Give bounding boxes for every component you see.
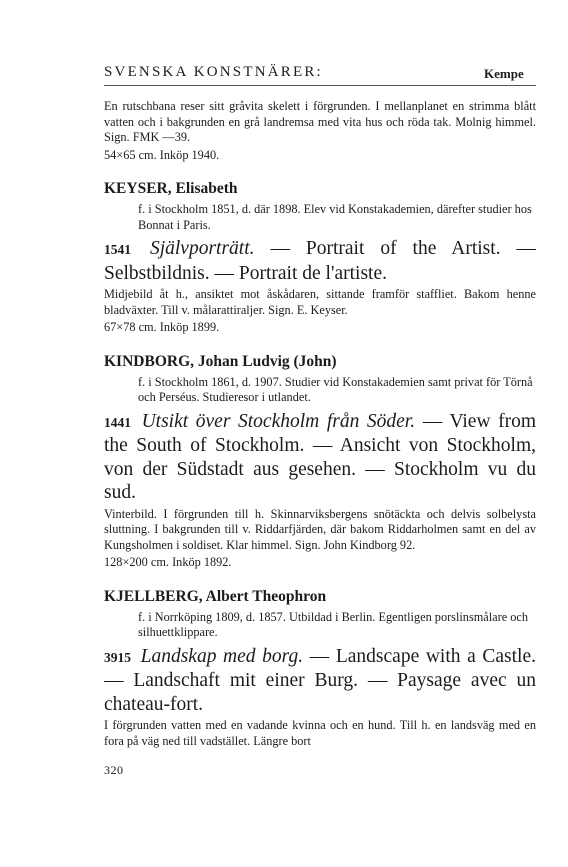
artwork-description: Midjebild åt h., ansiktet mot åskådaren, sittande framför staffliet. Bakom henne bladväxter. Till v. målarattiraljer. Sign. E. Keyser. [104, 287, 536, 317]
catalog-content [104, 99, 536, 749]
artwork-dimensions: 128×200 cm. Inköp 1892. [104, 555, 232, 569]
artist-entry [104, 179, 536, 336]
artist-entry [104, 587, 536, 750]
header-rule [104, 85, 536, 86]
artist-biography: f. i Norrköping 1809, d. 1857. Utbildad i Berlin. Egentligen porslinsmålare och silhuettklippare. [138, 609, 529, 639]
artwork-translations: — View from the South of Stockholm. — Ansicht von Stockholm, von der Südstadt aus gesehen. — Stockholm vu du sud. [104, 410, 537, 503]
artwork-title-block [104, 237, 536, 285]
artist-name: KEYSER, Elisabeth [104, 180, 238, 197]
artwork-dimensions: 67×78 cm. Inköp 1899. [104, 320, 220, 334]
artwork-title-block [104, 645, 536, 717]
intro-dimensions: 54×65 cm. Inköp 1940. [104, 147, 220, 162]
running-header-title: SVENSKA KONSTNÄRER: [104, 64, 323, 80]
artwork-title: Självporträtt. [149, 238, 255, 259]
artist-name: KJELLBERG, Albert Theophron [104, 587, 327, 605]
artist-name: KINDBORG, Johan Ludvig (John) [104, 352, 337, 370]
artwork-title-block [104, 410, 536, 505]
artwork-title: Landskap med borg. [140, 645, 304, 667]
artwork-translations: — Portrait of the Artist. — Selbstbildnis. — Portrait de l'artiste. [104, 238, 536, 284]
catalog-number: 1441 [104, 414, 131, 430]
page-number: 320 [104, 763, 124, 777]
artwork-description: I förgrunden vatten med en vadande kvinna och en hund. Till h. en landsväg med en fora på väg ned till vadstället. Längre bort [104, 718, 536, 748]
catalog-number: 3915 [104, 649, 131, 665]
artwork-title: Utsikt över Stockholm från Söder. [141, 410, 416, 432]
running-header-name: Kempe [484, 66, 524, 81]
artwork-translations: — Landscape with a Castle. — Landschaft mit einer Burg. — Paysage avec un chateau-fort. [104, 645, 536, 715]
intro-description: En rutschbana reser sitt gråvita skelett i förgrunden. I mellanplanet en strimma blått vatten och i bakgrunden en grå landremsa med vita hus och röda tak. Molnig himmel. Sign. FMK —39. [104, 99, 536, 144]
artist-biography: f. i Stockholm 1851, d. där 1898. Elev vid Konstakademien, därefter studier hos Bonnat i Paris. [138, 202, 532, 232]
catalog-number: 1541 [104, 242, 131, 257]
artist-entry [104, 352, 536, 571]
artwork-description: Vinterbild. I förgrunden till h. Skinnarviksbergens snötäckta och delvis solbelysta sluttning. I bakgrunden till v. Riddarfjärden, där bakom Riddarholmen samt en del av Kungsholmen i soldiset. Klar himmel. Sign. John Kindborg 92. [104, 506, 536, 552]
artist-biography: f. i Stockholm 1861, d. 1907. Studier vid Konstakademien samt privat för Törnå och Perséus. Studieresor i utlandet. [138, 374, 533, 404]
